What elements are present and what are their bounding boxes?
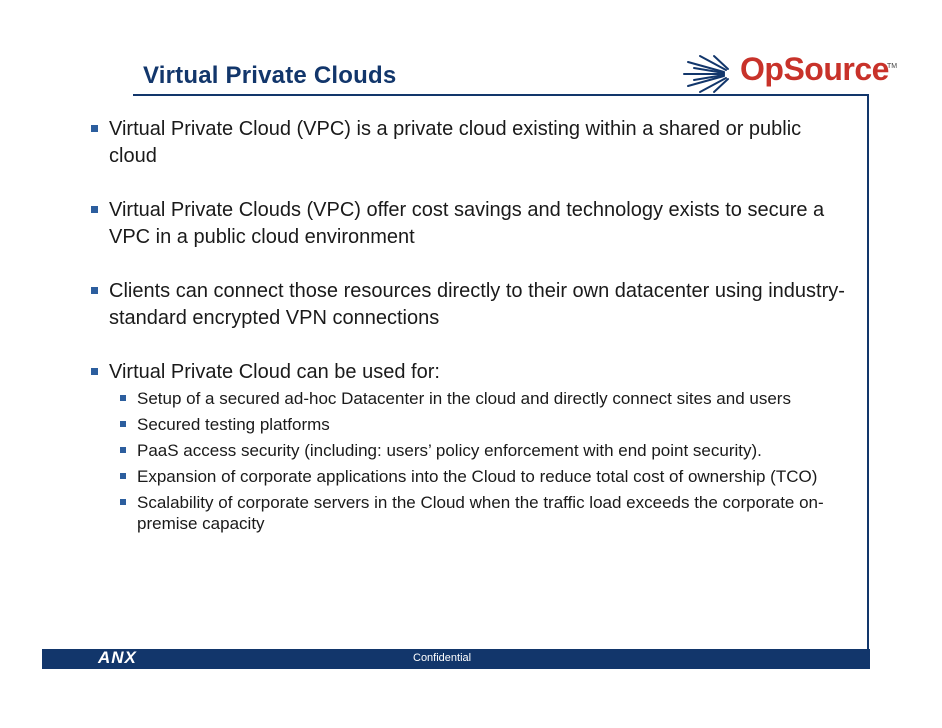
bullet-square-icon <box>91 206 98 213</box>
bullet-text: Clients can connect those resources directly to their own datacenter using industry-standard encrypted VPN connections <box>109 280 845 329</box>
sub-bullet-text: PaaS access security (including: users’ policy enforcement with end point security). <box>137 441 762 460</box>
bullet-square-icon <box>91 368 98 375</box>
title-divider <box>133 94 869 96</box>
slide-title: Virtual Private Clouds <box>143 62 397 89</box>
sub-bullet-text: Setup of a secured ad-hoc Datacenter in the cloud and directly connect sites and users <box>137 389 791 408</box>
right-border <box>867 94 869 649</box>
bullet-item <box>91 278 851 332</box>
sub-bullet-list <box>91 388 851 534</box>
sub-bullet-item <box>120 440 851 461</box>
sub-bullet-text: Scalability of corporate servers in the Cloud when the traffic load exceeds the corporate on-premise capacity <box>137 493 824 533</box>
bullet-square-icon <box>91 125 98 132</box>
sub-bullet-item <box>120 388 851 409</box>
sub-bullet-item <box>120 414 851 435</box>
logo-trademark: TM <box>887 63 898 70</box>
anx-logo: ANX <box>98 648 137 667</box>
sub-bullet-square-icon <box>120 499 126 505</box>
bullet-item <box>91 116 851 170</box>
bullet-text: Virtual Private Clouds (VPC) offer cost savings and technology exists to secure a VPC in a public cloud environment <box>109 199 825 248</box>
footer-confidential-label: Confidential <box>413 652 472 664</box>
bullet-text: Virtual Private Cloud can be used for: <box>109 361 440 383</box>
opsource-logo: OpSource <box>740 51 889 87</box>
bullet-square-icon <box>91 287 98 294</box>
sub-bullet-item <box>120 492 851 534</box>
sub-bullet-text: Secured testing platforms <box>137 415 330 434</box>
bullet-text: Virtual Private Cloud (VPC) is a private cloud existing within a shared or public cloud <box>109 118 802 167</box>
sub-bullet-square-icon <box>120 395 126 401</box>
bullet-item <box>91 359 851 386</box>
sub-bullet-text: Expansion of corporate applications into the Cloud to reduce total cost of ownership (TCO) <box>137 467 818 486</box>
sub-bullet-item <box>120 466 851 487</box>
sub-bullet-square-icon <box>120 447 126 453</box>
sub-bullet-square-icon <box>120 421 126 427</box>
bullet-item <box>91 197 851 251</box>
sub-bullet-square-icon <box>120 473 126 479</box>
bullet-list <box>91 116 851 539</box>
